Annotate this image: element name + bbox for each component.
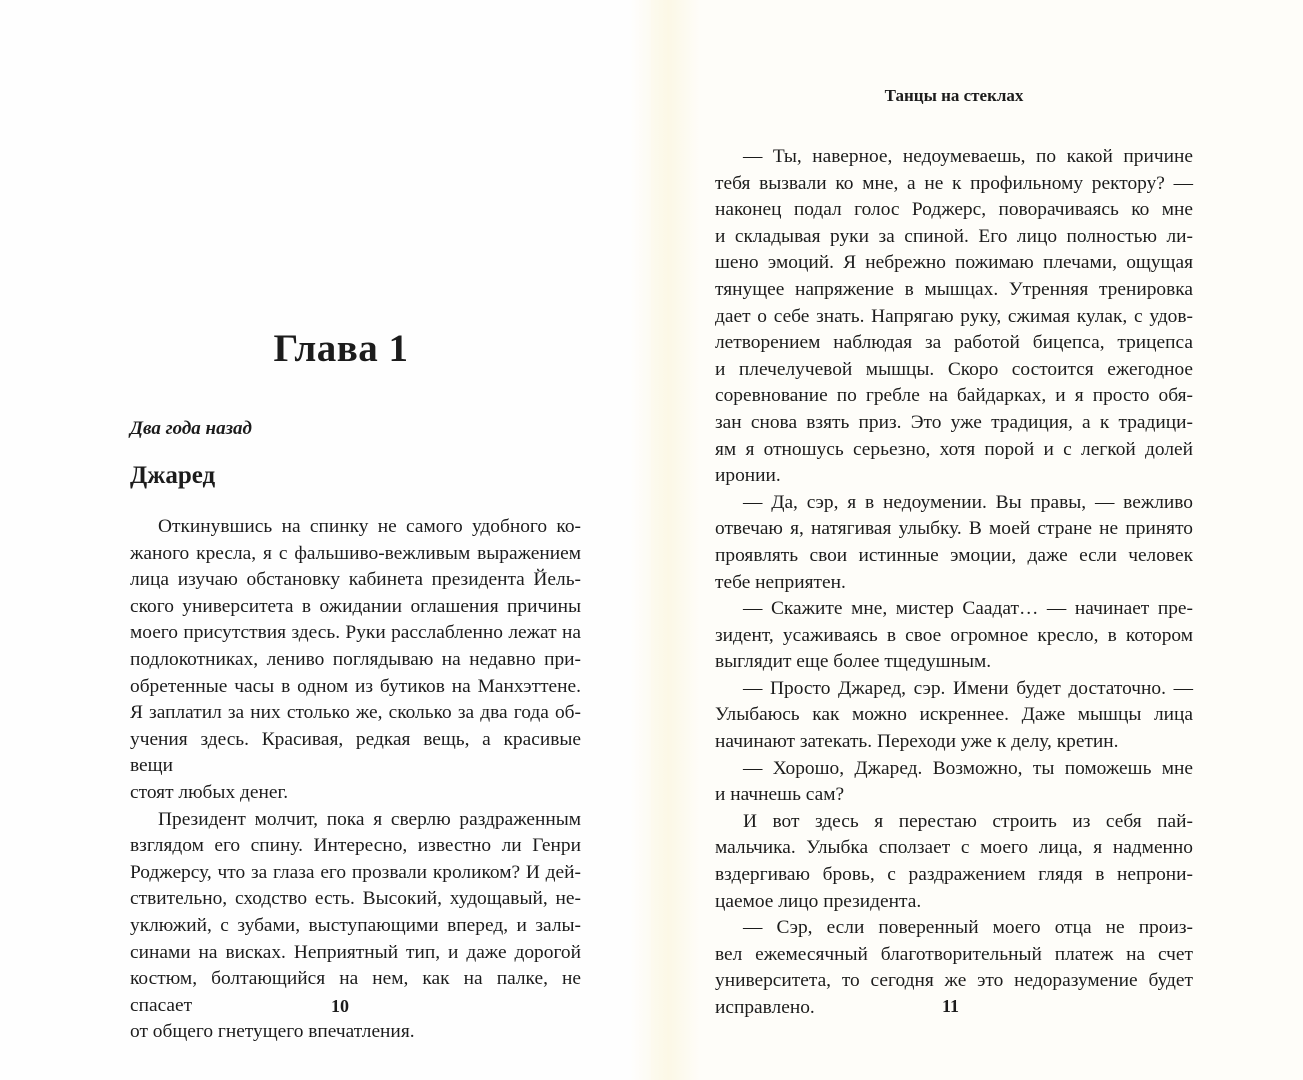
text-line: Откинувшись на спинку не самого удобного ко-: [158, 516, 581, 537]
page-number-right: 11: [942, 996, 960, 1016]
paragraph: [715, 596, 1193, 676]
running-head: Танцы на стеклах: [884, 86, 1024, 105]
text-line: выглядит еще более тщедушным.: [715, 651, 992, 673]
text-line: ского университета в ожидании оглашения причины: [130, 595, 581, 617]
text-line: Улыбаюсь как можно искреннее. Даже мышцы лица: [715, 704, 1193, 726]
text-line: лица изучаю обстановку кабинета президента Йель-: [130, 569, 581, 591]
text-line: обретенные часы в одном из бутиков на Манхэттене.: [130, 675, 581, 697]
text-line: дает о себе знать. Напрягаю руку, сжимая кулак, с удов-: [715, 305, 1193, 327]
text-line: — Скажите мне, мистер Саадат… — начинает пре-: [743, 598, 1193, 620]
text-line: вздергиваю бровь, с раздражением глядя в непрони-: [715, 864, 1193, 886]
text-line: взглядом его спину. Интересно, известно ли Генри: [130, 835, 581, 857]
text-line: летворением наблюдая за работой бицепса, трицепса: [715, 332, 1193, 354]
paragraph: [715, 490, 1193, 596]
text-line: — Хорошо, Джаред. Возможно, ты поможешь мне: [743, 757, 1193, 779]
paragraph: [715, 809, 1193, 915]
paragraph: [715, 756, 1193, 809]
text-line: шено эмоций. Я небрежно пожимаю плечами, ощущая: [715, 252, 1193, 274]
text-line: зидент, усаживаясь в свое огромное кресло, в котором: [715, 624, 1193, 646]
text-line: отвечаю я, натягивая улыбку. В моей стране не принято: [715, 518, 1193, 540]
text-line: стоят любых денег.: [130, 781, 289, 803]
text-line: иронии.: [715, 465, 781, 487]
left-page-body: [130, 514, 581, 1046]
text-line: ям я отношусь серьезно, хотя порой и с легкой долей: [715, 438, 1193, 460]
paragraph: [715, 676, 1193, 756]
page-number-left: 10: [331, 996, 349, 1016]
text-line: Я заплатил за них столько же, сколько за два года об-: [130, 702, 581, 724]
text-line: цаемое лицо президента.: [715, 890, 922, 912]
text-line: — Сэр, если поверенный моего отца не произ-: [743, 917, 1193, 939]
text-line: начинают затекать. Переходи уже к делу, кретин.: [715, 731, 1119, 753]
text-line: вел ежемесячный благотворительный платеж на счет: [715, 943, 1193, 965]
text-line: исправлено.: [715, 997, 815, 1018]
text-line: — Просто Джаред, сэр. Имени будет достаточно. —: [743, 677, 1193, 699]
text-line: наконец подал голос Роджерс, поворачиваясь ко мне: [715, 199, 1193, 221]
paragraph: [715, 144, 1193, 490]
paragraph: [130, 514, 581, 807]
time-note: Два года назад: [130, 418, 252, 439]
text-line: тянущее напряжение в мышцах. Утренняя тренировка: [715, 278, 1193, 300]
text-line: учения здесь. Красивая, редкая вещь, а красивые вещи: [130, 728, 581, 777]
text-line: проявлять свои истинные эмоции, даже если человек: [715, 544, 1193, 566]
text-line: мальчика. Улыбка сползает с моего лица, я надменно: [715, 837, 1193, 859]
text-line: моего присутствия здесь. Руки расслабленно лежат на: [130, 622, 581, 644]
text-line: от общего гнетущего впечатления.: [130, 1021, 415, 1043]
chapter-title: Глава 1: [273, 327, 409, 370]
text-line: и начнешь сам?: [715, 784, 845, 806]
text-line: Президент молчит, пока я сверлю раздраженным: [158, 808, 581, 830]
text-line: синами на висках. Неприятный тип, и даже дорогой: [130, 941, 581, 963]
text-line: университета, то сегодня же это недоразумение будет: [715, 970, 1193, 992]
text-line: и складывая руки за спиной. Его лицо полностью ли-: [715, 225, 1193, 247]
text-line: тебе неприятен.: [715, 571, 846, 593]
paragraph: [130, 807, 581, 1046]
right-page: [651, 0, 1303, 1080]
right-page-body: [715, 144, 1193, 1022]
text-line: — Да, сэр, я в недоумении. Вы правы, — вежливо: [743, 491, 1193, 513]
text-line: тебя вызвали ко мне, а не к профильному ректору? —: [715, 172, 1193, 194]
text-line: и плечелучевой мышцы. Скоро состоится ежегодное: [715, 358, 1193, 380]
text-line: ствительно, сходство есть. Высокий, худощавый, не-: [130, 888, 581, 910]
text-line: соревнование по гребле на байдарках, и я просто обя-: [715, 385, 1193, 407]
text-line: уклюжий, с зубами, выступающими вперед, и залы-: [130, 914, 581, 936]
text-line: — Ты, наверное, недоумеваешь, по какой причине: [743, 146, 1193, 167]
text-line: Роджерсу, что за глаза его прозвали кроликом? И дей-: [130, 861, 581, 883]
text-line: костюм, болтающийся на нем, как на палке, не спасает: [130, 968, 581, 1016]
text-line: жаного кресла, я с фальшиво-вежливым выражением: [130, 542, 581, 564]
text-line: зан снова взять приз. Это уже традиция, а к традици-: [715, 411, 1193, 433]
left-page: [0, 0, 651, 1080]
text-line: подлокотниках, лениво поглядываю на недавно при-: [130, 648, 581, 670]
text-line: И вот здесь я перестаю строить из себя пай-: [743, 810, 1193, 832]
pov-character-name: Джаред: [130, 462, 216, 489]
